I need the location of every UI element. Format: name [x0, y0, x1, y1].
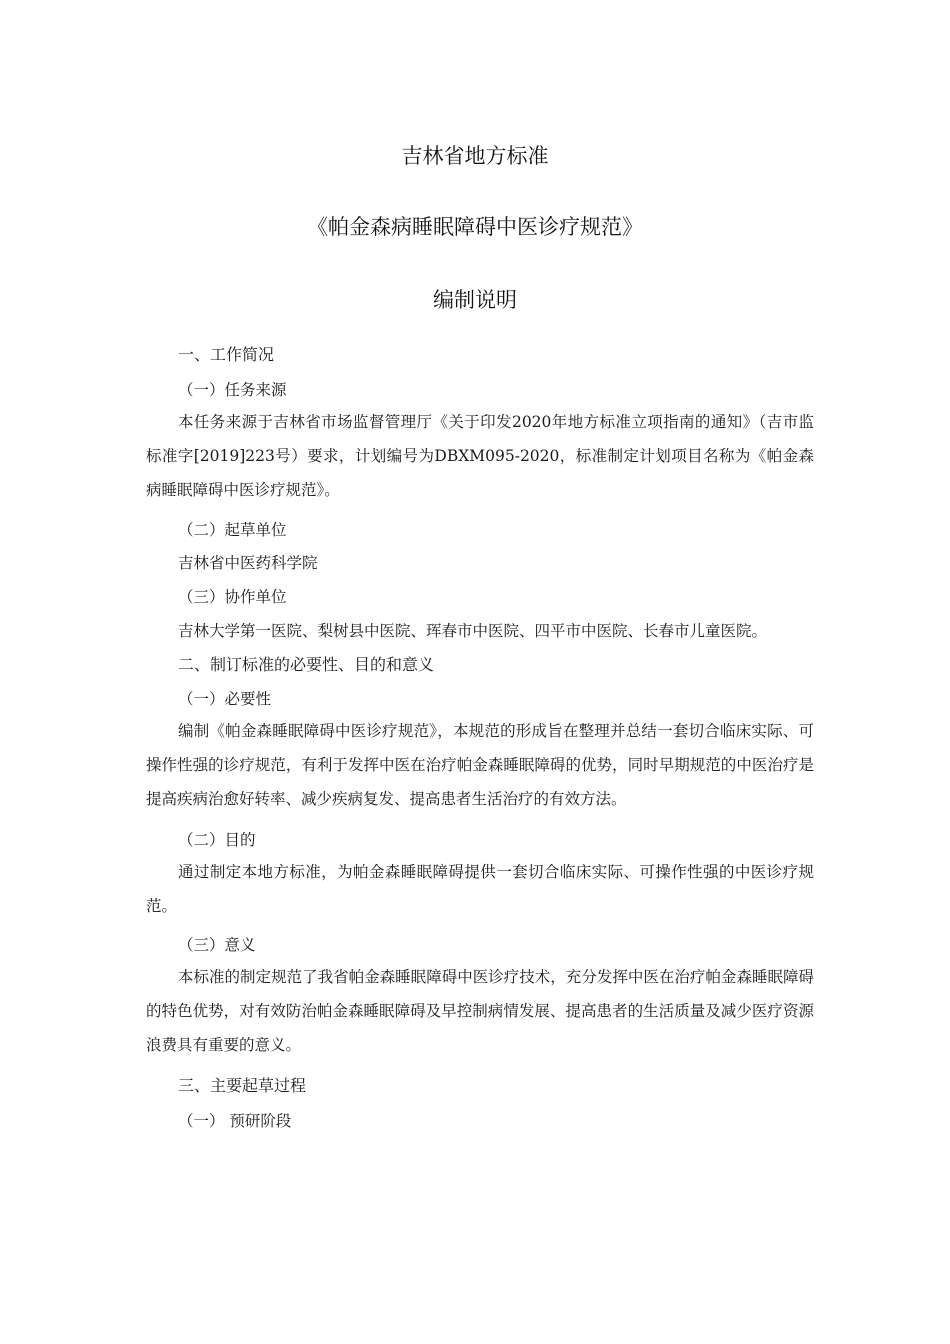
section-2-2-text: 通过制定本地方标准，为帕金森睡眠障碍提供一套切合临床实际、可操作性强的中医诊疗规范。: [146, 863, 814, 915]
section-2-3-text: 本标准的制定规范了我省帕金森睡眠障碍中医诊疗技术，充分发挥中医在治疗帕金森睡眠障碍的特色优势，对有效防治帕金森睡眠障碍及早控制病情发展、提高患者的生活质量及减少医疗资源浪费具有重要的意义。: [146, 968, 814, 1054]
section-3-1-heading: （一） 预研阶段: [178, 1112, 292, 1130]
doc-title-standard: 吉林省地方标准: [401, 144, 549, 168]
section-3-heading: 三、主要起草过程: [178, 1076, 307, 1095]
section-1-2-heading: （二）起草单位: [178, 521, 287, 539]
section-2-2-heading: （二）目的: [178, 831, 256, 849]
section-1-1-text: 本任务来源于吉林省市场监督管理厅《关于印发2020年地方标准立项指南的通知》（吉市监标准字[2019]223号）要求，计划编号为DBXM095-2020，标准制定计划项目名称为《帕金森病睡眠障碍中医诊疗规范》。: [146, 413, 814, 499]
doc-title-explanation: 编制说明: [433, 288, 517, 312]
section-2-3-heading: （三）意义: [178, 936, 256, 954]
doc-title-name: 《帕金森病睡眠障碍中医诊疗规范》: [307, 215, 643, 239]
section-1-3-heading: （三）协作单位: [178, 588, 287, 606]
section-2-1-heading: （一）必要性: [178, 690, 272, 708]
section-1-2-text: 吉林省中医药科学院: [178, 554, 318, 572]
section-1-3-text: 吉林大学第一医院、梨树县中医院、珲春市中医院、四平市中医院、长春市儿童医院。: [178, 622, 768, 640]
section-2-heading: 二、制订标准的必要性、目的和意义: [178, 655, 435, 674]
section-1-heading: 一、工作简况: [178, 345, 275, 364]
section-1-1-heading: （一）任务来源: [178, 381, 287, 399]
section-2-1-text: 编制《帕金森睡眠障碍中医诊疗规范》，本规范的形成旨在整理并总结一套切合临床实际、可操作性强的诊疗规范，有利于发挥中医在治疗帕金森睡眠障碍的优势，同时早期规范的中医治疗是提高疾病治愈好转率、减少疾病复发、提高患者生活治疗的有效方法。: [146, 722, 814, 808]
